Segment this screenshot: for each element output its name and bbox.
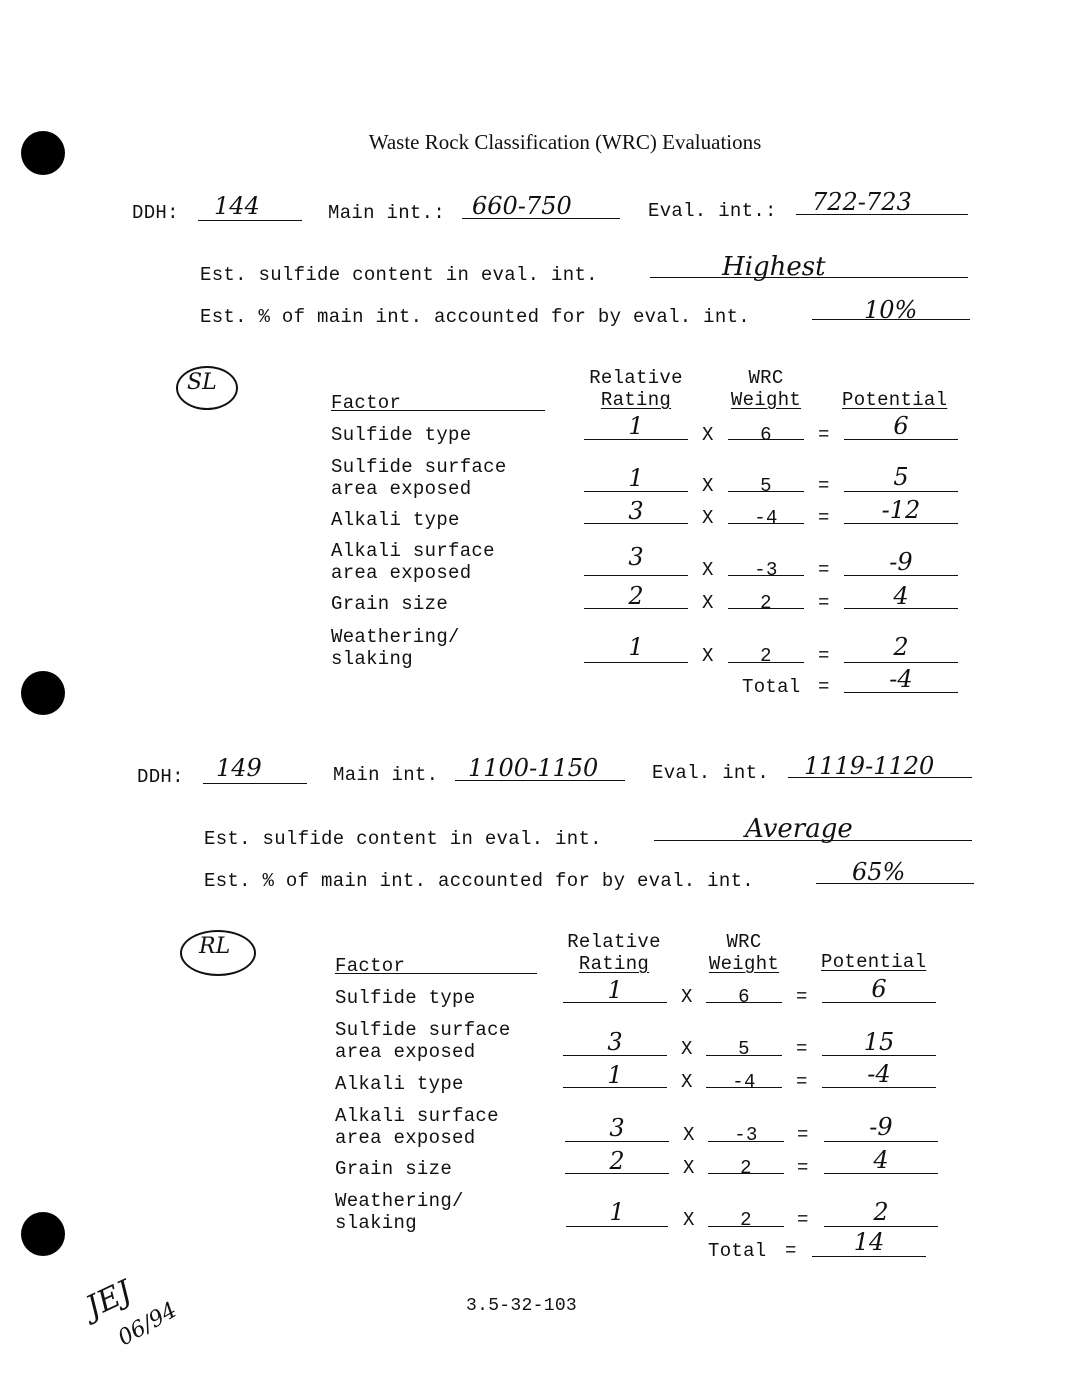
potential-underline [822,1002,936,1003]
weight-value: 6 [738,986,750,1008]
wrc-label: WRC [748,367,784,389]
sulfide-content-label: Est. sulfide content in eval. int. [200,264,598,286]
factor-name: Alkali type [335,1073,464,1095]
factor-header-underline [331,410,545,411]
weight-underline [706,1002,782,1003]
potential-value: 6 [893,412,909,440]
equals-sign: = [785,1240,797,1262]
weight-value: -4 [732,1071,756,1093]
potential-underline [844,608,958,609]
rating-underline [584,439,688,440]
total-label: Total [708,1240,767,1262]
rating-value: 2 [628,582,644,610]
weight-underline [728,662,804,663]
rating-value: 1 [628,464,644,492]
weight-value: 2 [740,1209,752,1231]
potential-underline [844,662,958,663]
weight-underline [706,1087,782,1088]
factor-name: Sulfide type [331,424,472,446]
eval-int-label: Eval. int. [652,762,770,784]
eval-int-value: 1119-1120 [804,752,935,780]
times-sign: X [683,1157,695,1179]
weight-underline [708,1141,784,1142]
rating-underline [584,523,688,524]
equals-sign: = [818,676,830,698]
rating-value: 2 [609,1147,625,1175]
times-sign: X [702,592,714,614]
weight-value: -3 [734,1124,758,1146]
relative-rating-header [556,931,672,975]
potential-value: 15 [863,1028,895,1056]
potential-underline [844,491,958,492]
potential-underline [824,1173,938,1174]
equals-sign: = [796,986,808,1008]
eval-int-label: Eval. int.: [648,200,777,222]
ddh-label: DDH: [137,766,184,788]
total-underline [844,692,958,693]
rating-label: Rating [578,953,650,975]
main-int-label: Main int. [333,764,439,786]
potential-value: -12 [881,496,921,524]
times-sign: X [683,1124,695,1146]
weight-value: -3 [754,559,778,581]
rating-value: 3 [628,497,644,525]
equals-sign: = [818,592,830,614]
ddh-value: 144 [214,192,260,220]
rating-underline [584,575,688,576]
main-int-value: 1100-1150 [468,754,599,782]
potential-header [842,389,947,411]
factor-name-line2: slaking [331,648,413,670]
rating-label: Rating [600,389,672,411]
sulfide-content-underline [650,277,968,278]
equals-sign: = [797,1124,809,1146]
pct-main-underline [812,319,970,320]
equals-sign: = [797,1209,809,1231]
factor-header: Factor [335,955,406,977]
rating-value: 1 [628,412,644,440]
equals-sign: = [818,507,830,529]
relative-label: Relative [589,367,683,389]
times-sign: X [681,1071,693,1093]
potential-underline [844,439,958,440]
factor-name: Alkali type [331,509,460,531]
weight-label: Weight [708,953,780,975]
equals-sign: = [796,1071,808,1093]
potential-value: -4 [867,1060,891,1088]
potential-underline [844,575,958,576]
weight-value: -4 [754,507,778,529]
factor-name-line2: area exposed [335,1041,476,1063]
wrc-weight-header [694,931,794,975]
times-sign: X [681,1038,693,1060]
weight-underline [728,575,804,576]
rating-underline [565,1173,669,1174]
relative-label: Relative [567,931,661,953]
main-int-label: Main int.: [328,202,446,224]
factor-name-line2: area exposed [331,478,472,500]
ddh-label: DDH: [132,202,179,224]
handwritten-initials: JEJ [80,1273,138,1326]
times-sign: X [683,1209,695,1231]
potential-underline [824,1226,938,1227]
ddh-value: 149 [216,754,262,782]
rating-value: 1 [628,633,644,661]
weight-underline [728,608,804,609]
rating-underline [566,1226,668,1227]
page-number: 3.5-32-103 [466,1296,578,1316]
page-title: Waste Rock Classification (WRC) Evaluations [368,130,762,154]
weight-value: 5 [738,1038,750,1060]
factor-name: Alkali surface [331,540,495,562]
potential-value: 2 [873,1198,889,1226]
sulfide-content-label: Est. sulfide content in eval. int. [204,828,602,850]
potential-value: 5 [893,463,909,491]
factor-name: Weathering/ [335,1190,464,1212]
weight-underline [708,1173,784,1174]
equals-sign: = [818,645,830,667]
pct-main-value: 65% [852,858,906,886]
weight-value: 5 [760,475,772,497]
equals-sign: = [818,424,830,446]
factor-name-line2: area exposed [331,562,472,584]
potential-value: -9 [869,1113,893,1141]
weight-value: 2 [760,592,772,614]
rating-underline [563,1087,667,1088]
pct-main-underline [816,883,974,884]
total-value: -4 [889,665,913,693]
weight-value: 2 [760,645,772,667]
weight-value: 6 [760,424,772,446]
total-underline [812,1256,926,1257]
eval-int-value: 722-723 [812,188,912,216]
factor-name: Weathering/ [331,626,460,648]
equals-sign: = [797,1157,809,1179]
potential-underline [822,1087,936,1088]
potential-underline [822,1055,936,1056]
equals-sign: = [818,475,830,497]
factor-name: Sulfide surface [335,1019,511,1041]
potential-label: Potential [821,951,927,973]
wrc-weight-header [716,367,816,411]
weight-underline [708,1226,784,1227]
rating-value: 3 [607,1028,623,1056]
ddh-underline [203,783,307,784]
wrc-label: WRC [726,931,762,953]
factor-name: Alkali surface [335,1105,499,1127]
weight-underline [728,491,804,492]
rating-value: 3 [628,543,644,571]
rating-underline [563,1002,667,1003]
rating-value: 3 [609,1114,625,1142]
total-value: 14 [853,1228,885,1256]
equals-sign: = [796,1038,808,1060]
total-label: Total [742,676,801,698]
rating-value: 1 [607,1061,623,1089]
main-int-underline [455,780,625,781]
main-int-underline [462,218,620,219]
times-sign: X [702,475,714,497]
pct-main-value: 10% [864,296,918,324]
factor-name: Grain size [331,593,449,615]
weight-underline [706,1055,782,1056]
factor-name-line2: area exposed [335,1127,476,1149]
rating-value: 1 [609,1198,625,1226]
weight-value: 2 [740,1157,752,1179]
rating-underline [563,1055,667,1056]
pct-main-label: Est. % of main int. accounted for by eval. int. [200,306,750,328]
times-sign: X [702,645,714,667]
factor-name: Grain size [335,1158,453,1180]
rating-underline [565,1141,669,1142]
times-sign: X [702,424,714,446]
sulfide-content-value: Average [745,814,853,844]
punch-hole-middle [21,671,65,715]
factor-name-line2: slaking [335,1212,417,1234]
rating-underline [584,491,688,492]
potential-value: 4 [873,1146,889,1174]
ddh-underline [198,220,302,221]
handwritten-date: 06/94 [113,1297,182,1352]
code-value: RL [199,934,231,959]
rating-underline [584,662,688,663]
potential-value: 2 [893,633,909,661]
times-sign: X [681,986,693,1008]
factor-header: Factor [331,392,402,414]
sulfide-content-value: Highest [722,252,826,282]
weight-underline [728,439,804,440]
eval-int-underline [796,214,968,215]
eval-int-underline [788,777,972,778]
potential-header [821,951,926,973]
equals-sign: = [818,559,830,581]
factor-header-underline [335,973,537,974]
potential-value: 4 [893,582,909,610]
main-int-value: 660-750 [472,192,572,220]
times-sign: X [702,507,714,529]
relative-rating-header [578,367,694,411]
punch-hole-bottom [21,1212,65,1256]
potential-underline [844,523,958,524]
potential-value: 6 [871,975,887,1003]
factor-name: Sulfide type [335,987,476,1009]
weight-label: Weight [730,389,802,411]
rating-value: 1 [607,976,623,1004]
rating-underline [584,608,688,609]
potential-underline [824,1141,938,1142]
potential-label: Potential [842,389,948,411]
times-sign: X [702,559,714,581]
weight-underline [728,523,804,524]
sulfide-content-underline [654,840,972,841]
pct-main-label: Est. % of main int. accounted for by eval. int. [204,870,754,892]
potential-value: -9 [889,548,913,576]
code-value: SL [187,370,217,395]
factor-name: Sulfide surface [331,456,507,478]
